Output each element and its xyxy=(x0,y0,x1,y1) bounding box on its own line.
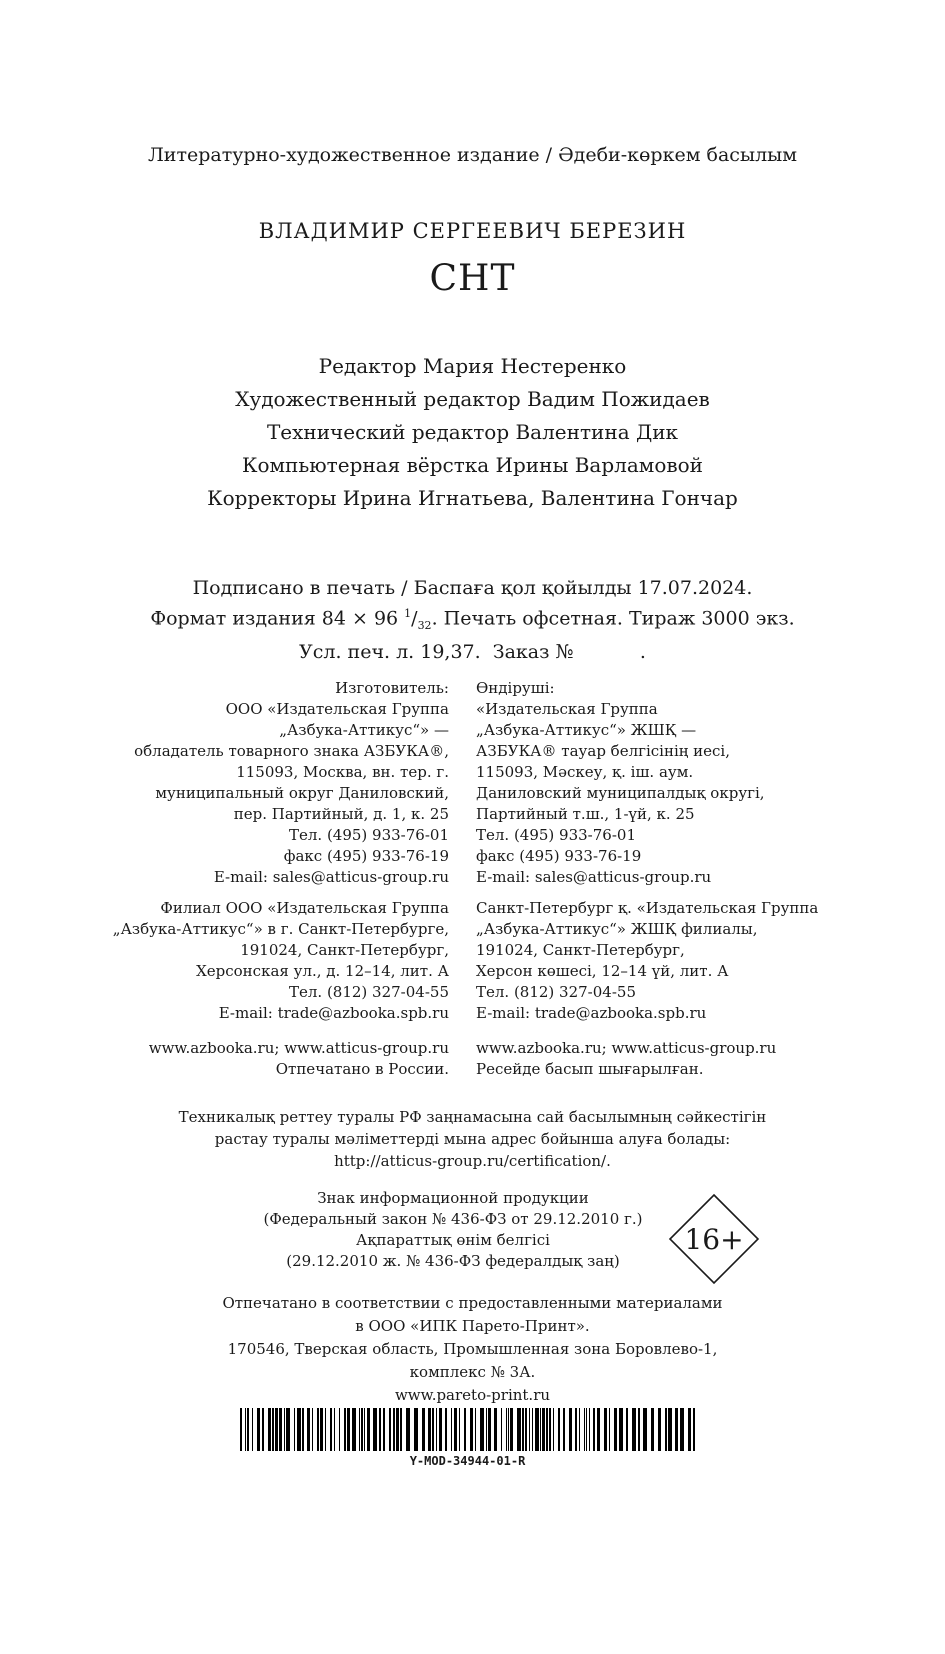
branch-ru-line: Тел. (812) 327-04-55 xyxy=(289,983,449,1001)
web-kz xyxy=(476,1038,776,1080)
printing-info xyxy=(0,575,945,665)
printer-line: 170546, Тверская область, Промышленная зона Боровлево-1, xyxy=(227,1340,718,1358)
credit-editor: Редактор Мария Нестеренко xyxy=(318,354,627,378)
branch-ru-line: Херсонская ул., д. 12–14, лит. А xyxy=(196,962,449,980)
branch-kz-line: Санкт-Петербург қ. «Издательская Группа xyxy=(476,899,819,917)
branch-kz-line: 191024, Санкт-Петербург, xyxy=(476,941,685,959)
mfr-kz-line: факс (495) 933-76-19 xyxy=(476,847,642,865)
printer-line: Отпечатано в соответствии с предоставленными материалами xyxy=(222,1294,723,1312)
book-title: СНТ xyxy=(429,258,516,299)
genre-line: Литературно-художественное издание / Әдеби-көркем басылым xyxy=(147,144,798,166)
tech-line: Техникалық реттеу туралы РФ заңнамасына сай басылымның сәйкестігін xyxy=(178,1108,767,1126)
mfr-kz-line: E-mail: sales@atticus-group.ru xyxy=(476,868,712,886)
age-info-line: Знак информационной продукции xyxy=(317,1189,589,1207)
credit-proofreaders: Корректоры Ирина Игнатьева, Валентина Гончар xyxy=(207,486,738,510)
manufacturer-kz xyxy=(476,678,765,888)
age-info-line: (29.12.2010 ж. № 436-ФЗ федералдық заң) xyxy=(286,1252,620,1270)
age-info-line: Ақпараттық өнім белгісі xyxy=(356,1231,550,1249)
web-kz-sites: www.azbooka.ru; www.atticus-group.ru xyxy=(476,1039,777,1057)
age-rating-badge xyxy=(668,1193,760,1285)
age-rating-text: 16+ xyxy=(684,1223,744,1256)
mfr-kz-line: Тел. (495) 933-76-01 xyxy=(476,826,636,844)
credit-layout: Компьютерная вёрстка Ирины Варламовой xyxy=(241,453,704,477)
credit-art-editor: Художественный редактор Вадим Пожидаев xyxy=(235,387,710,411)
mfr-ru-line: Изготовитель: xyxy=(335,679,449,697)
age-info xyxy=(228,1188,678,1272)
format-suffix: . Печать офсетная. Тираж 3000 экз. xyxy=(431,607,795,630)
mfr-ru-line: факс (495) 933-76-19 xyxy=(283,847,449,865)
mfr-kz-line: «Издательская Группа xyxy=(476,700,658,718)
mfr-ru-line: пер. Партийный, д. 1, к. 25 xyxy=(233,805,449,823)
age-info-line: (Федеральный закон № 436-ФЗ от 29.12.2010 г.) xyxy=(263,1210,643,1228)
branch-ru-line: 191024, Санкт-Петербург, xyxy=(240,941,449,959)
author-name: ВЛАДИМИР СЕРГЕЕВИЧ БЕРЕЗИН xyxy=(258,219,687,243)
branch-ru xyxy=(113,898,449,1024)
format-prefix: Формат издания 84 × 96 xyxy=(150,607,405,630)
branch-kz-line: „Азбука-Аттикус“» ЖШҚ филиалы, xyxy=(476,920,758,938)
printed-in-russia: Отпечатано в России. xyxy=(275,1060,449,1078)
mfr-kz-line: „Азбука-Аттикус“» ЖШҚ — xyxy=(476,721,697,739)
branch-kz-line: Херсон көшесі, 12–14 үй, лит. А xyxy=(476,962,729,980)
branch-ru-line: Филиал ООО «Издательская Группа xyxy=(160,899,449,917)
web-ru-sites: www.azbooka.ru; www.atticus-group.ru xyxy=(148,1039,449,1057)
manufacturer-ru xyxy=(134,678,449,888)
printer-line: в ООО «ИПК Парето-Принт». xyxy=(355,1317,590,1335)
printer-url: www.pareto-print.ru xyxy=(394,1386,551,1404)
barcode-image xyxy=(240,1408,695,1451)
certification-url: http://atticus-group.ru/certification/. xyxy=(334,1152,611,1170)
web-ru xyxy=(149,1038,449,1080)
barcode-code: Y-MOD-34944-01-R xyxy=(409,1454,526,1468)
credits-block xyxy=(0,350,945,515)
mfr-ru-line: 115093, Москва, вн. тер. г. xyxy=(236,763,449,781)
mfr-ru-line: „Азбука-Аттикус“» — xyxy=(279,721,449,739)
mfr-ru-line: ООО «Издательская Группа xyxy=(225,700,449,718)
mfr-kz-line: Партийный т.ш., 1-үй, к. 25 xyxy=(476,805,695,823)
mfr-ru-line: E-mail: sales@atticus-group.ru xyxy=(213,868,449,886)
mfr-ru-line: муниципальный округ Даниловский, xyxy=(155,784,449,802)
credit-tech-editor: Технический редактор Валентина Дик xyxy=(266,420,679,444)
branch-ru-line: E-mail: trade@azbooka.spb.ru xyxy=(218,1004,449,1022)
format-numerator: 1 xyxy=(404,607,412,620)
tech-line: растау туралы мәліметтерді мына адрес бойынша алуға болады: xyxy=(214,1130,731,1148)
printer-info xyxy=(0,1292,945,1407)
branch-kz-line: Тел. (812) 327-04-55 xyxy=(476,983,636,1001)
format-denominator: 32 xyxy=(417,619,432,633)
tech-regulation xyxy=(0,1106,945,1172)
mfr-kz-line: Даниловский муниципалдық округі, xyxy=(476,784,765,802)
signed-date: Подписано в печать / Баспаға қол қойылды 17.07.2024. xyxy=(192,577,753,599)
mfr-kz-line: Өндіруші: xyxy=(476,679,555,697)
sheets-order: Усл. печ. л. 19,37. Заказ № . xyxy=(299,641,646,664)
mfr-kz-line: 115093, Мәскеу, қ. іш. аум. xyxy=(476,763,694,781)
printer-line: комплекс № 3А. xyxy=(409,1363,536,1381)
mfr-kz-line: АЗБУКА® тауар белгісінің иесі, xyxy=(476,742,730,760)
branch-kz-line: E-mail: trade@azbooka.spb.ru xyxy=(476,1004,707,1022)
branch-ru-line: „Азбука-Аттикус“» в г. Санкт-Петербурге, xyxy=(112,920,449,938)
mfr-ru-line: обладатель товарного знака АЗБУКА®, xyxy=(134,742,449,760)
format-line: Формат издания 84 × 96 $^1/_{32}$. Печать офсетная. Тираж 3000 экз. xyxy=(150,607,795,633)
mfr-ru-line: Тел. (495) 933-76-01 xyxy=(289,826,449,844)
branch-kz xyxy=(476,898,818,1024)
printed-in-russia-kz: Ресейде басып шығарылған. xyxy=(476,1060,704,1078)
